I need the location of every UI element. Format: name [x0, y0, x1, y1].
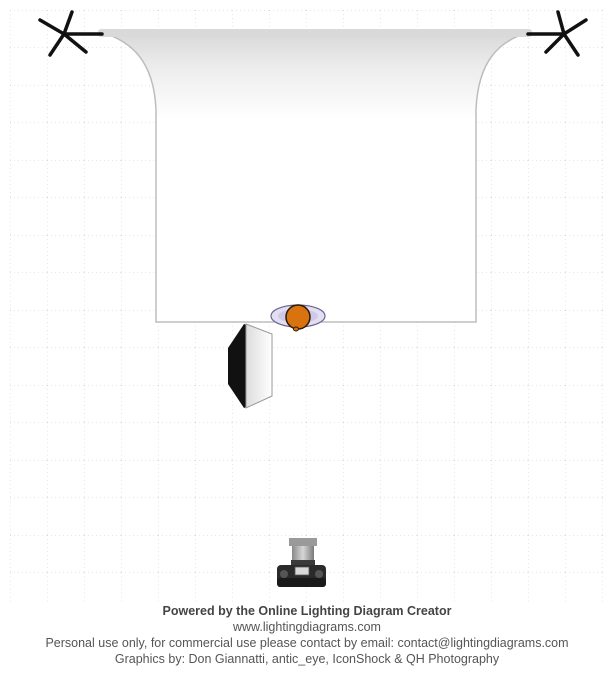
camera-lens-ring [291, 560, 315, 565]
camera-lens-hood [289, 538, 317, 546]
backdrop-paper [100, 32, 530, 322]
paper-backdrop[interactable] [98, 29, 532, 322]
subject-nose [294, 327, 299, 331]
camera-dial-left [280, 570, 288, 578]
subject-head [286, 305, 310, 329]
camera-grip [277, 578, 326, 587]
footer-license: Personal use only, for commercial use please contact by email: contact@lightingdiagrams.com [45, 636, 569, 650]
backdrop-roll [98, 29, 532, 37]
footer-website[interactable]: www.lightingdiagrams.com [233, 620, 381, 634]
footer-credits: Graphics by: Don Giannatti, antic_eye, IconShock & QH Photography [114, 652, 500, 666]
camera-top-panel [295, 567, 309, 575]
footer-powered-by: Powered by the Online Lighting Diagram Creator [162, 604, 452, 618]
softbox-diffuser [246, 324, 272, 408]
camera-dial-right [315, 570, 323, 578]
